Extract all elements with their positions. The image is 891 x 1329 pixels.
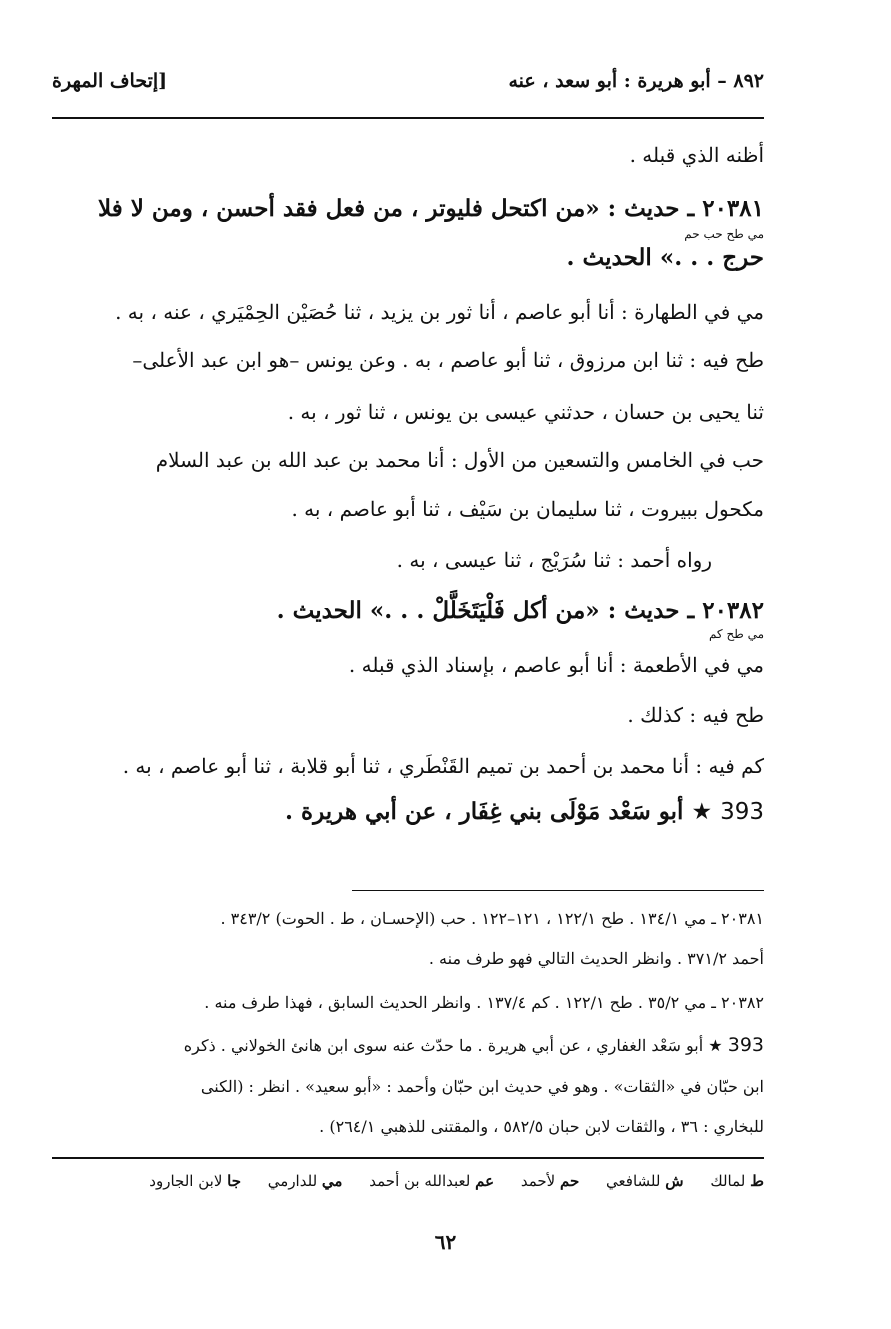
paragraph-tahawi-3: طح فيه : كذلك . xyxy=(627,703,764,727)
key-item-malik: ط لمالك xyxy=(710,1172,764,1190)
footnote-393-text: أبو سَعْد الغفاري ، عن أبي هريرة . ما حدّث عنه سوى ابن هانئ الخولاني . ذكره xyxy=(183,1036,704,1055)
star-icon: ★ xyxy=(691,799,713,825)
key-item-shafii: ش للشافعي xyxy=(606,1172,684,1190)
footnote-star-icon: ★ xyxy=(708,1036,723,1055)
continuation-line: أظنه الذي قبله . xyxy=(629,143,764,167)
footnote-divider xyxy=(352,890,764,891)
footnote-20381-line1: ٢٠٣٨١ ـ مي ١٣٤/١ . طح ١٢٢/١ ، ١٢١–١٢٢ . حب (الإحسـان ، ط . الحوت) ٣٤٣/٢ . xyxy=(220,909,764,928)
paragraph-ahmad: رواه أحمد : ثنا سُرَيْج ، ثنا عيسى ، به . xyxy=(396,548,712,572)
key-item-abdullah: عم لعبدالله بن أحمد xyxy=(369,1172,495,1190)
paragraph-darimi-2: مي في الأطعمة : أنا أبو عاصم ، بإسناد الذي قبله . xyxy=(348,653,764,677)
key-item-darimi: مي للدارمي xyxy=(267,1172,343,1190)
paragraph-darimi: مي في الطهارة : أنا أبو عاصم ، أنا ثور بن يزيد ، ثنا حُصَيْن الحِمْيَري ، عنه ، به . xyxy=(115,300,764,324)
paragraph-hakim: كم فيه : أنا محمد بن أحمد بن تميم القَنْطَري ، ثنا أبو قلابة ، ثنا أبو عاصم ، به . xyxy=(122,754,764,778)
hadith-20381-sigla: مي طح حب حم xyxy=(684,227,764,241)
hadith-20381-title: ٢٠٣٨١ ـ حديث : «من اكتحل فليوتر ، من فعل فقد أحسن ، ومن لا فلا xyxy=(98,195,764,222)
footnote-393-line3: للبخاري : ٣٦ ، والثقات لابن حبان ٥٨٢/٥ ، والمقتنى للذهبي ٢٦٤/١) . xyxy=(319,1117,764,1136)
header-divider xyxy=(52,117,764,119)
footnote-section-number: 393 xyxy=(727,1034,764,1056)
paragraph-hibban-1: حب في الخامس والتسعين من الأول : أنا محمد بن عبد الله بن عبد السلام xyxy=(155,448,764,472)
paragraph-tahawi-2: ثنا يحيى بن حسان ، حدثني عيسى بن يونس ، ثنا ثور ، به . xyxy=(287,400,764,424)
footnote-393-line2: ابن حبّان في «الثقات» . وهو في حديث ابن حبّان وأحمد : «أبو سعيد» . انظر : (الكنى xyxy=(200,1077,764,1096)
paragraph-tahawi-1: طح فيه : ثنا ابن مرزوق ، ثنا أبو عاصم ، به . وعن يونس –هو ابن عبد الأعلى– xyxy=(132,348,764,372)
hadith-20381-title-cont: حرج . . .» الحديث . xyxy=(566,244,764,271)
page-number: ٦٢ xyxy=(434,1230,457,1254)
footnote-20382: ٢٠٣٨٢ ـ مي ٣٥/٢ . طح ١٢٢/١ . كم ١٣٧/٤ . وانظر الحديث السابق ، فهذا طرف منه . xyxy=(204,993,764,1012)
footnote-393-line1 xyxy=(52,1030,764,1061)
running-header xyxy=(52,70,764,106)
section-number: 393 xyxy=(720,799,764,825)
header-title: ٨٩٢ – أبو هريرة : أبو سعد ، عنه xyxy=(508,70,764,92)
hadith-20382-title: ٢٠٣٨٢ ـ حديث : «من أكل فَلْيَتَخَلَّلْ . . .» الحديث . xyxy=(276,597,764,624)
abbreviation-key xyxy=(52,1172,764,1190)
footnote-20381-line2: أحمد ٣٧١/٢ . وانظر الحديث التالي فهو طرف منه . xyxy=(428,949,764,968)
paragraph-hibban-2: مكحول ببيروت ، ثنا سليمان بن سَيْف ، ثنا أبو عاصم ، به . xyxy=(291,497,764,521)
key-divider xyxy=(52,1157,764,1159)
section-title: أبو سَعْد مَوْلَى بني غِفَار ، عن أبي هريرة . xyxy=(285,798,684,825)
header-book-title: [إتحاف المهرة xyxy=(52,70,168,92)
hadith-20382-sigla: مي طح كم xyxy=(708,627,764,641)
section-heading-393 xyxy=(52,797,764,827)
key-item-ahmad: حم لأحمد xyxy=(520,1172,580,1190)
key-item-jarud: جا لابن الجارود xyxy=(149,1172,241,1190)
